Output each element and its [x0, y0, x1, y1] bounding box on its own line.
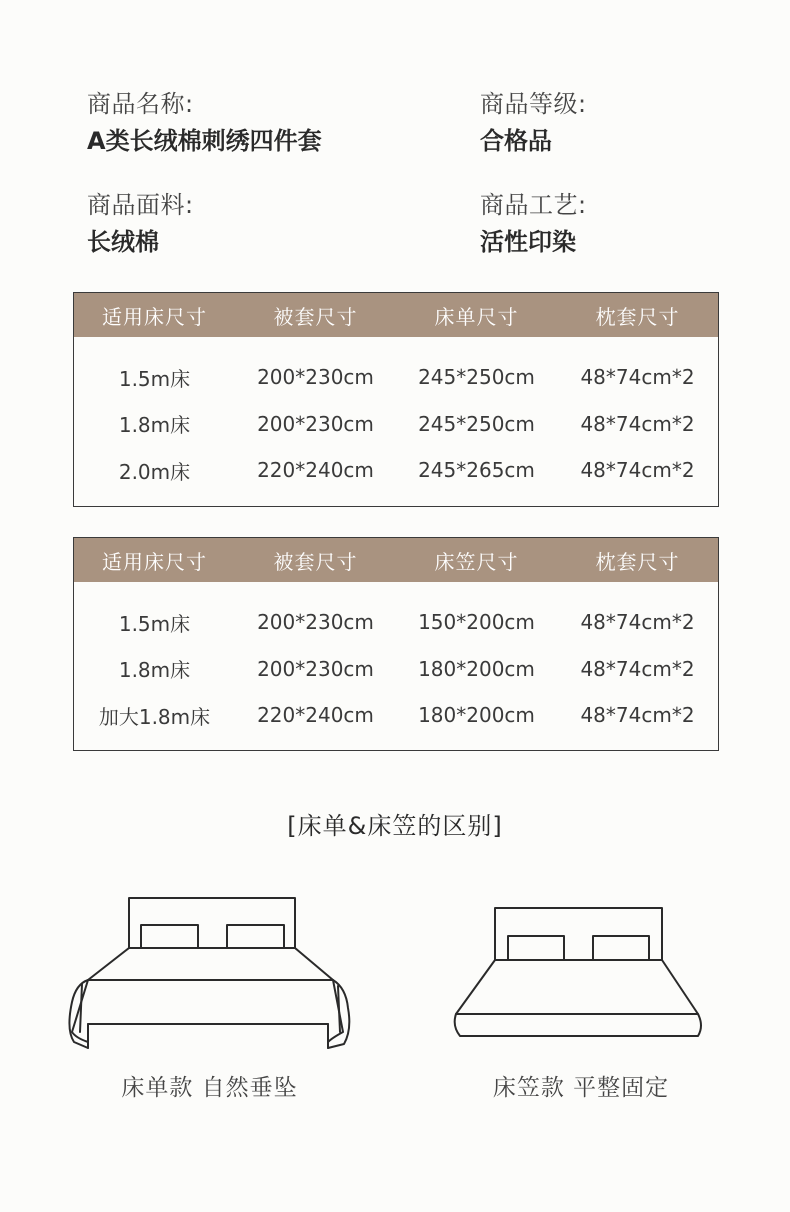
cell-bed-size: 1.8m床 [118, 413, 191, 438]
cell-duvet-size: 220*240cm [257, 458, 374, 483]
table-row [74, 599, 718, 646]
table-row [74, 401, 718, 448]
product-fabric-value: 长绒棉 [87, 228, 159, 256]
header-sheet-size: 床单尺寸 [434, 304, 519, 329]
cell-duvet-size: 220*240cm [257, 703, 374, 728]
cell-bed-size: 1.5m床 [118, 366, 191, 391]
header-bed-size: 适用床尺寸 [102, 549, 207, 574]
table-row [74, 646, 718, 693]
header-duvet-size: 被套尺寸 [273, 304, 358, 329]
cell-sheet-size: 245*250cm [418, 365, 535, 390]
cell-fitted-size: 180*200cm [418, 703, 535, 728]
cell-fitted-size: 180*200cm [418, 656, 535, 681]
cell-pillow-size: 48*74cm*2 [580, 458, 695, 483]
product-craft-label: 商品工艺: [480, 191, 587, 219]
difference-title: [床单&床笠的区别] [287, 812, 503, 840]
flat-sheet-bed-icon [62, 892, 357, 1054]
table-header [74, 293, 718, 337]
product-grade-label: 商品等级: [480, 90, 587, 118]
size-table-fitted [73, 537, 719, 751]
cell-sheet-size: 245*265cm [418, 458, 535, 483]
fitted-sheet-bed-icon [450, 902, 708, 1044]
table-row [74, 354, 718, 401]
flat-sheet-caption: 床单款 自然垂坠 [121, 1075, 298, 1101]
header-fitted-size: 床笠尺寸 [434, 549, 519, 574]
product-name-label: 商品名称: [87, 90, 194, 118]
cell-pillow-size: 48*74cm*2 [580, 656, 695, 681]
header-pillow-size: 枕套尺寸 [595, 304, 680, 329]
cell-bed-size: 2.0m床 [118, 459, 191, 484]
cell-bed-size: 1.5m床 [118, 611, 191, 636]
cell-pillow-size: 48*74cm*2 [580, 610, 695, 635]
header-bed-size: 适用床尺寸 [102, 304, 207, 329]
cell-sheet-size: 245*250cm [418, 411, 535, 436]
table-header [74, 538, 718, 582]
cell-pillow-size: 48*74cm*2 [580, 365, 695, 390]
fitted-sheet-caption: 床笠款 平整固定 [492, 1075, 670, 1101]
size-table-sheet [73, 292, 719, 507]
table-row [74, 692, 718, 739]
cell-fitted-size: 150*200cm [418, 610, 535, 635]
cell-duvet-size: 200*230cm [257, 656, 374, 681]
product-grade-value: 合格品 [480, 127, 552, 155]
cell-pillow-size: 48*74cm*2 [580, 703, 695, 728]
table-row [74, 447, 718, 494]
header-duvet-size: 被套尺寸 [273, 549, 358, 574]
cell-bed-size: 加大1.8m床 [98, 704, 211, 729]
product-craft-value: 活性印染 [480, 228, 576, 256]
product-fabric-label: 商品面料: [87, 191, 194, 219]
cell-duvet-size: 200*230cm [257, 411, 374, 436]
cell-bed-size: 1.8m床 [118, 658, 191, 683]
cell-duvet-size: 200*230cm [257, 365, 374, 390]
product-name-value: A类长绒棉刺绣四件套 [87, 127, 322, 155]
cell-pillow-size: 48*74cm*2 [580, 411, 695, 436]
cell-duvet-size: 200*230cm [257, 610, 374, 635]
header-pillow-size: 枕套尺寸 [595, 549, 680, 574]
